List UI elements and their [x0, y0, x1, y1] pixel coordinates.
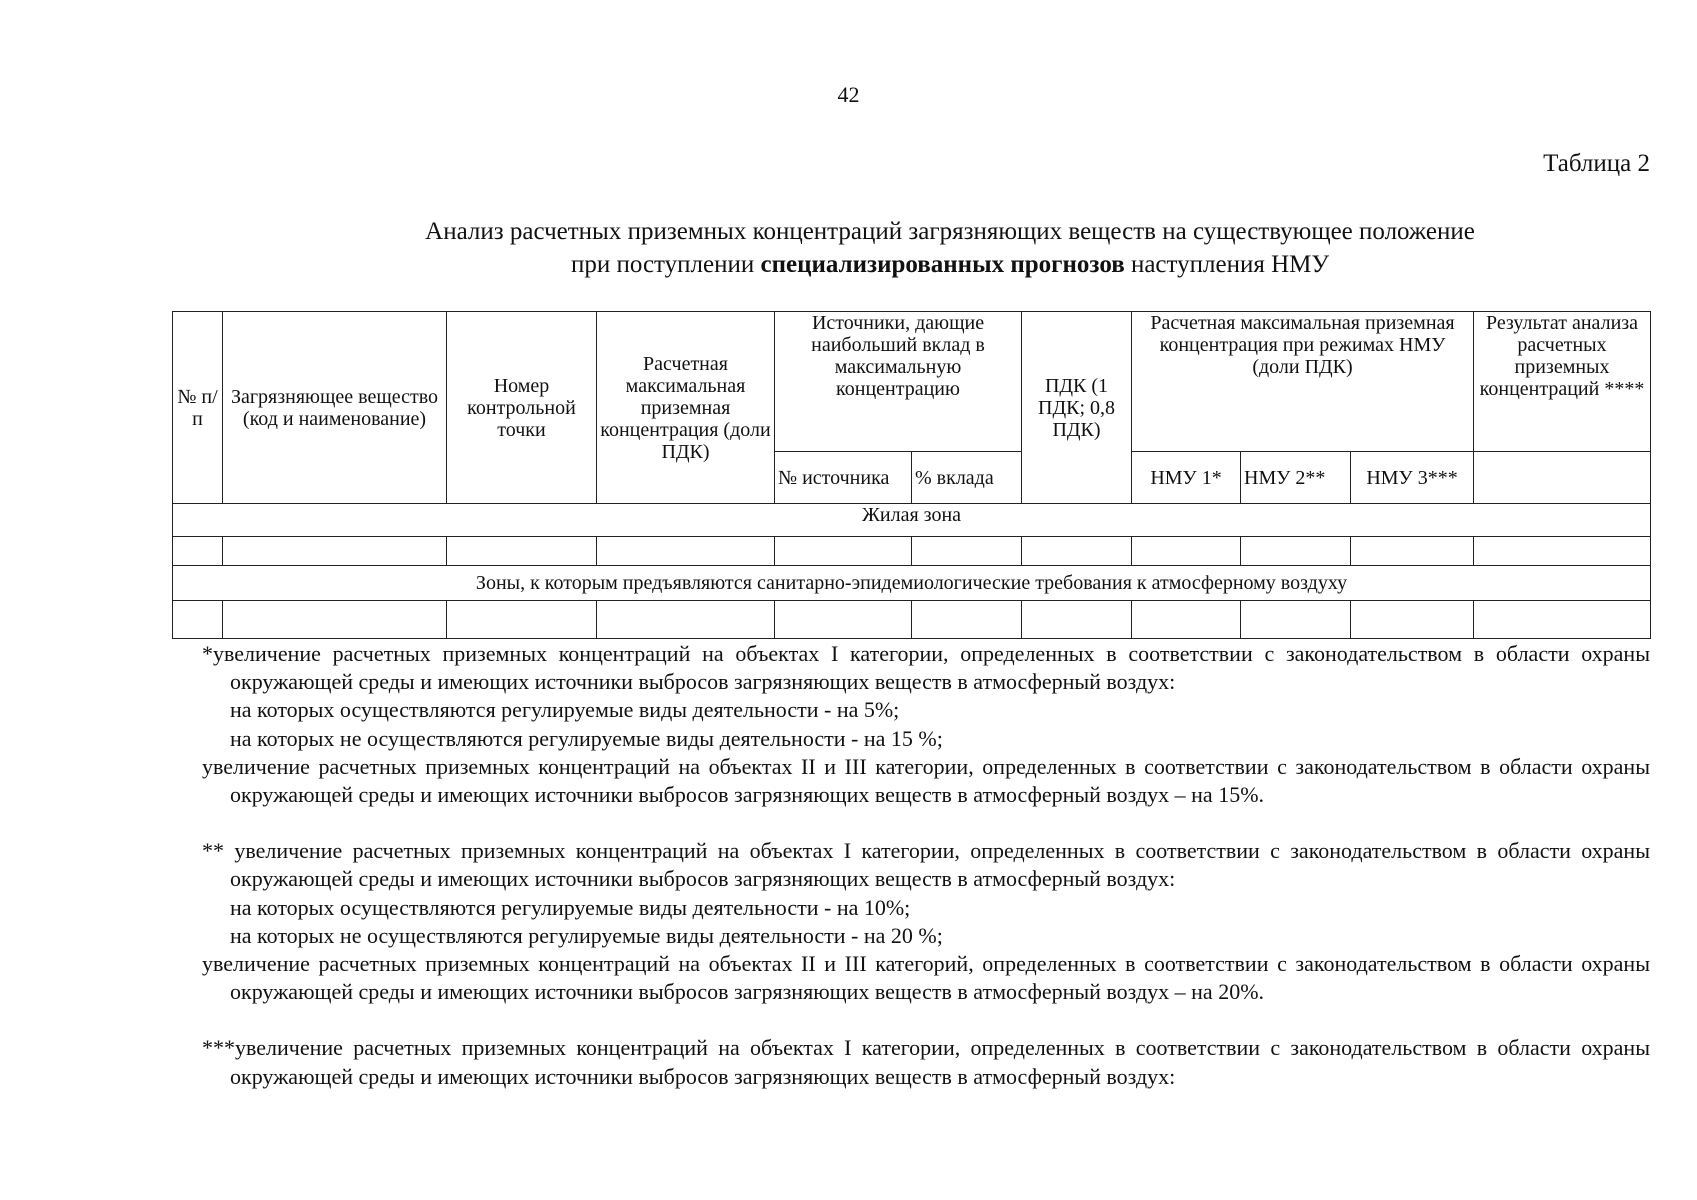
- table-cell: [223, 601, 447, 639]
- table-cell: [1351, 537, 1474, 566]
- table-cell: [912, 537, 1022, 566]
- footnote-2-category-2-3: увеличение расчетных приземных концентраций на объектах II и III категорий, определенных в соответствии с законодательством в области охраны окружающей среды и имеющих источники выбросов загрязняющих веществ в атмосферный воздух – на 20%.: [202, 951, 1650, 1005]
- header-sources: Источники, дающие наибольший вклад в максимальную концентрацию: [775, 312, 1022, 452]
- zone-sanitary: Зоны, к которым предъявляются санитарно-эпидемиологические требования к атмосферному воздуху: [173, 566, 1651, 601]
- footnote-2-unregulated: на которых не осуществляются регулируемые виды деятельности - на 20 %;: [230, 922, 943, 948]
- table-cell: [1022, 537, 1132, 566]
- table-cell: [1022, 601, 1132, 639]
- table-cell: [1241, 601, 1351, 639]
- header-contribution: % вклада: [912, 452, 1022, 504]
- header-nmu-concentration: Расчетная максимальная приземная концентрация при режимах НМУ (доли ПДК): [1132, 312, 1474, 452]
- table-cell: [1474, 601, 1651, 639]
- table-label: Таблица 2: [1543, 150, 1650, 177]
- document-title: [300, 215, 1600, 281]
- spacer: [202, 809, 1650, 837]
- header-control-point: Номер контрольной точки: [447, 312, 597, 504]
- title-line-1: Анализ расчетных приземных концентраций загрязняющих веществ на существующее положение: [425, 218, 1475, 245]
- title-line-2: [300, 248, 1600, 281]
- title-line-2-start: при поступлении: [570, 251, 761, 278]
- table-cell: [597, 537, 775, 566]
- footnote-2-main: ** увеличение расчетных приземных концентраций на объектах I категории, определенных в соответствии с законодательством в области охраны окружающей среды и имеющих источники выбросов загрязняющих веществ в атмосферный воздух:: [202, 838, 1650, 892]
- zone-residential: Жилая зона: [173, 504, 1651, 537]
- table-cell: [1132, 601, 1241, 639]
- table-cell: [775, 601, 912, 639]
- header-nmu1: НМУ 1*: [1132, 452, 1241, 504]
- footnote-2-regulated: на которых осуществляются регулируемые виды деятельности - на 10%;: [230, 894, 911, 920]
- header-nmu2: НМУ 2**: [1241, 452, 1351, 504]
- table-cell: [1132, 537, 1241, 566]
- table-cell: [173, 601, 223, 639]
- table-cell: [1241, 537, 1351, 566]
- table-cell: [597, 601, 775, 639]
- header-num: № п/ п: [173, 312, 223, 504]
- header-nmu3: НМУ 3***: [1351, 452, 1474, 504]
- table-cell: [912, 601, 1022, 639]
- header-source-no: № источника: [775, 452, 912, 504]
- table-cell: [1474, 537, 1651, 566]
- table-cell: [447, 537, 597, 566]
- table-row: [173, 601, 1651, 639]
- title-line-2-bold: специализированных прогнозов: [760, 251, 1125, 278]
- table-cell: [775, 537, 912, 566]
- header-result: Результат анализа расчетных приземных концентраций ****: [1474, 312, 1651, 452]
- footnote-1-unregulated: на которых не осуществляются регулируемые виды деятельности - на 15 %;: [230, 725, 943, 751]
- analysis-table: [172, 311, 1651, 639]
- table-cell: [223, 537, 447, 566]
- footnote-3-main: ***увеличение расчетных приземных концентраций на объектах I категории, определенных в соответствии с законодательством в области охраны окружающей среды и имеющих источники выбросов загрязняющих веществ в атмосферный воздух:: [202, 1035, 1650, 1089]
- header-max-concentration: Расчетная максимальная приземная концентрация (доли ПДК): [597, 312, 775, 504]
- page-number: 42: [837, 82, 860, 107]
- footnote-1-category-2-3: увеличение расчетных приземных концентраций на объектах II и III категории, определенных в соответствии с законодательством в области охраны окружающей среды и имеющих источники выбросов загрязняющих веществ в атмосферный воздух – на 15%.: [202, 753, 1650, 808]
- footnotes: [202, 640, 1650, 1091]
- table-cell: [173, 537, 223, 566]
- header-substance: Загрязняющее вещество (код и наименование): [223, 312, 447, 504]
- footnote-1-regulated: на которых осуществляются регулируемые виды деятельности - на 5%;: [230, 697, 900, 723]
- table-row: [173, 537, 1651, 566]
- table-cell: [447, 601, 597, 639]
- spacer: [202, 1006, 1650, 1034]
- table-cell: [1351, 601, 1474, 639]
- header-result-blank: [1474, 452, 1651, 504]
- footnote-1-main: *увеличение расчетных приземных концентраций на объектах I категории, определенных в соответствии с законодательством в области охраны окружающей среды и имеющих источники выбросов загрязняющих веществ в атмосферный воздух:: [202, 641, 1650, 695]
- title-line-2-end: наступления НМУ: [1124, 251, 1330, 278]
- header-pdk: ПДК (1 ПДК; 0,8 ПДК): [1022, 312, 1132, 504]
